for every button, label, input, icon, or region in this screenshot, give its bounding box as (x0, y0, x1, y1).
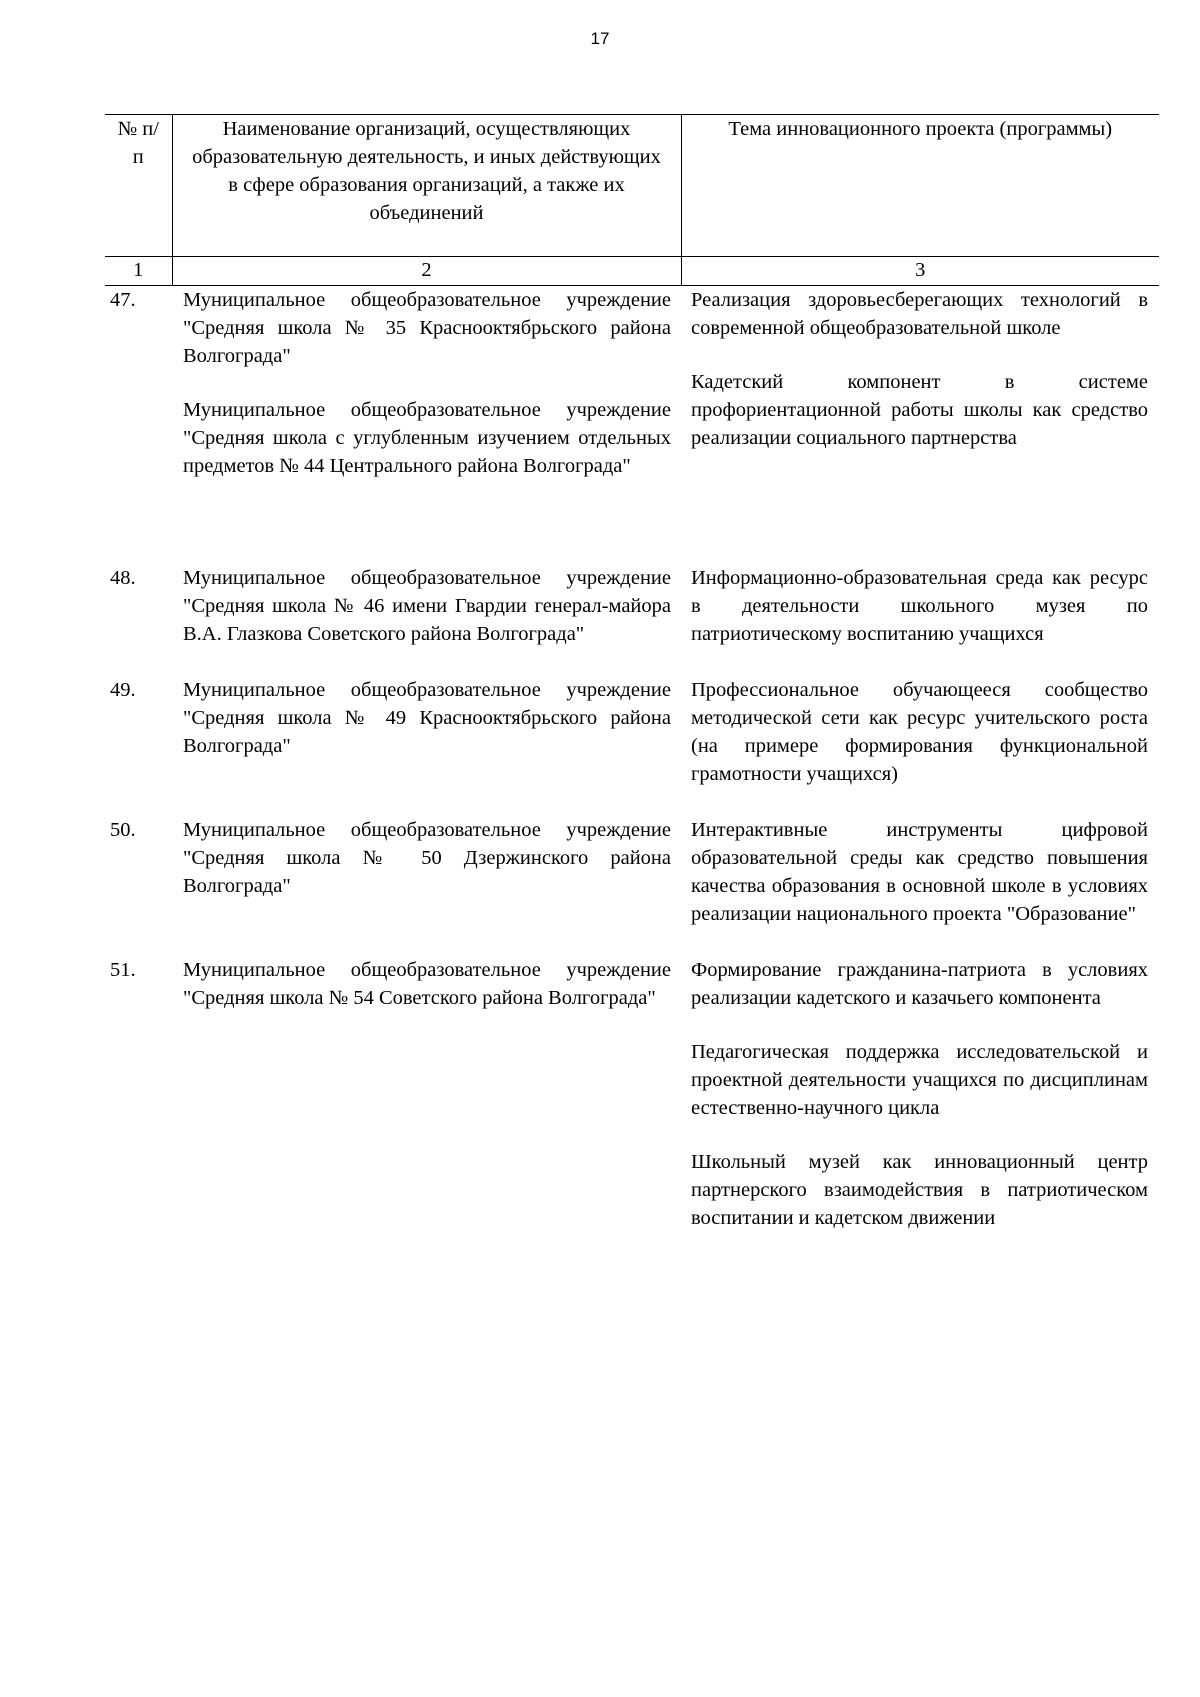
project-topic: Профессиональное обучающееся сообщество методической сети как ресурс учительского роста (на примере формирования функциональной грамотности учащихся) (691, 679, 1148, 785)
column-number-row (105, 257, 1159, 286)
project-topic-cell (681, 816, 1159, 928)
project-topic: Школьный музей как инновационный центр партнерского взаимодействия в патриотическом воспитании и кадетском движении (691, 1151, 1148, 1229)
project-topic-cell (681, 956, 1159, 1232)
row-spacer (105, 928, 1159, 956)
innovation-projects-table (105, 114, 1159, 1232)
row-number: 49. (110, 679, 136, 701)
project-topic-cell (681, 564, 1159, 648)
organization-name: Муниципальное общеобразовательное учреждение "Средняя школа № 49 Краснооктябрьского района Волгограда" (183, 679, 671, 757)
column-number: 1 (105, 257, 172, 286)
organization-cell (172, 956, 681, 1232)
row-number: 50. (110, 819, 136, 841)
row-number: 51. (110, 959, 136, 981)
table-row (105, 564, 1159, 648)
project-topic: Кадетский компонент в системе профориентационной работы школы как средство реализации социального партнерства (691, 371, 1148, 449)
organization-cell (172, 676, 681, 788)
row-number: 47. (110, 289, 136, 311)
row-number: 48. (110, 567, 136, 589)
header-number: № п/п (105, 115, 172, 257)
project-topic: Интерактивные инструменты цифровой образовательной среды как средство повышения качества образования в основной школе в условиях реализации национального проекта "Образование" (691, 819, 1148, 925)
table-header (105, 115, 1159, 286)
row-spacer (105, 508, 1159, 536)
project-topic: Педагогическая поддержка исследовательской и проектной деятельности учащихся по дисциплинам естественно-научного цикла (691, 1041, 1148, 1119)
table-body (105, 286, 1159, 1233)
table-row (105, 676, 1159, 788)
project-topic-cell (681, 286, 1159, 481)
row-spacer (105, 480, 1159, 508)
column-number: 2 (172, 257, 681, 286)
organization-name: Муниципальное общеобразовательное учреждение "Средняя школа № 35 Краснооктябрьского района Волгограда" (183, 289, 671, 367)
table-row (105, 956, 1159, 1232)
project-topic: Реализация здоровьесберегающих технологий в современной общеобразовательной школе (691, 289, 1148, 339)
organization-name: Муниципальное общеобразовательное учреждение "Средняя школа № 54 Советского района Волгограда" (183, 959, 671, 1009)
header-project-topic: Тема инновационного проекта (программы) (681, 115, 1159, 257)
table-row (105, 816, 1159, 928)
row-spacer (105, 648, 1159, 676)
project-topic: Формирование гражданина-патриота в условиях реализации кадетского и казачьего компонента (691, 959, 1148, 1009)
organization-name: Муниципальное общеобразовательное учреждение "Средняя школа с углубленным изучением отдельных предметов № 44 Центрального района Волгограда" (183, 399, 671, 477)
row-spacer (105, 788, 1159, 816)
organization-cell (172, 816, 681, 928)
header-organization: Наименование организаций, осуществляющих образовательную деятельность, и иных действующих в сфере образования организаций, а также их объединений (172, 115, 681, 257)
row-spacer (105, 536, 1159, 564)
header-row (105, 115, 1159, 257)
column-number: 3 (681, 257, 1159, 286)
table-row (105, 286, 1159, 481)
organization-name: Муниципальное общеобразовательное учреждение "Средняя школа № 46 имени Гвардии генерал-майора В.А. Глазкова Советского района Волгограда" (183, 567, 671, 645)
organization-cell (172, 564, 681, 648)
project-topic: Информационно-образовательная среда как ресурс в деятельности школьного музея по патриотическому воспитанию учащихся (691, 567, 1148, 645)
organization-name: Муниципальное общеобразовательное учреждение "Средняя школа № 50 Дзержинского района Волгограда" (183, 819, 671, 897)
project-topic-cell (681, 676, 1159, 788)
organization-cell (172, 286, 681, 481)
page-number: 17 (590, 29, 610, 48)
